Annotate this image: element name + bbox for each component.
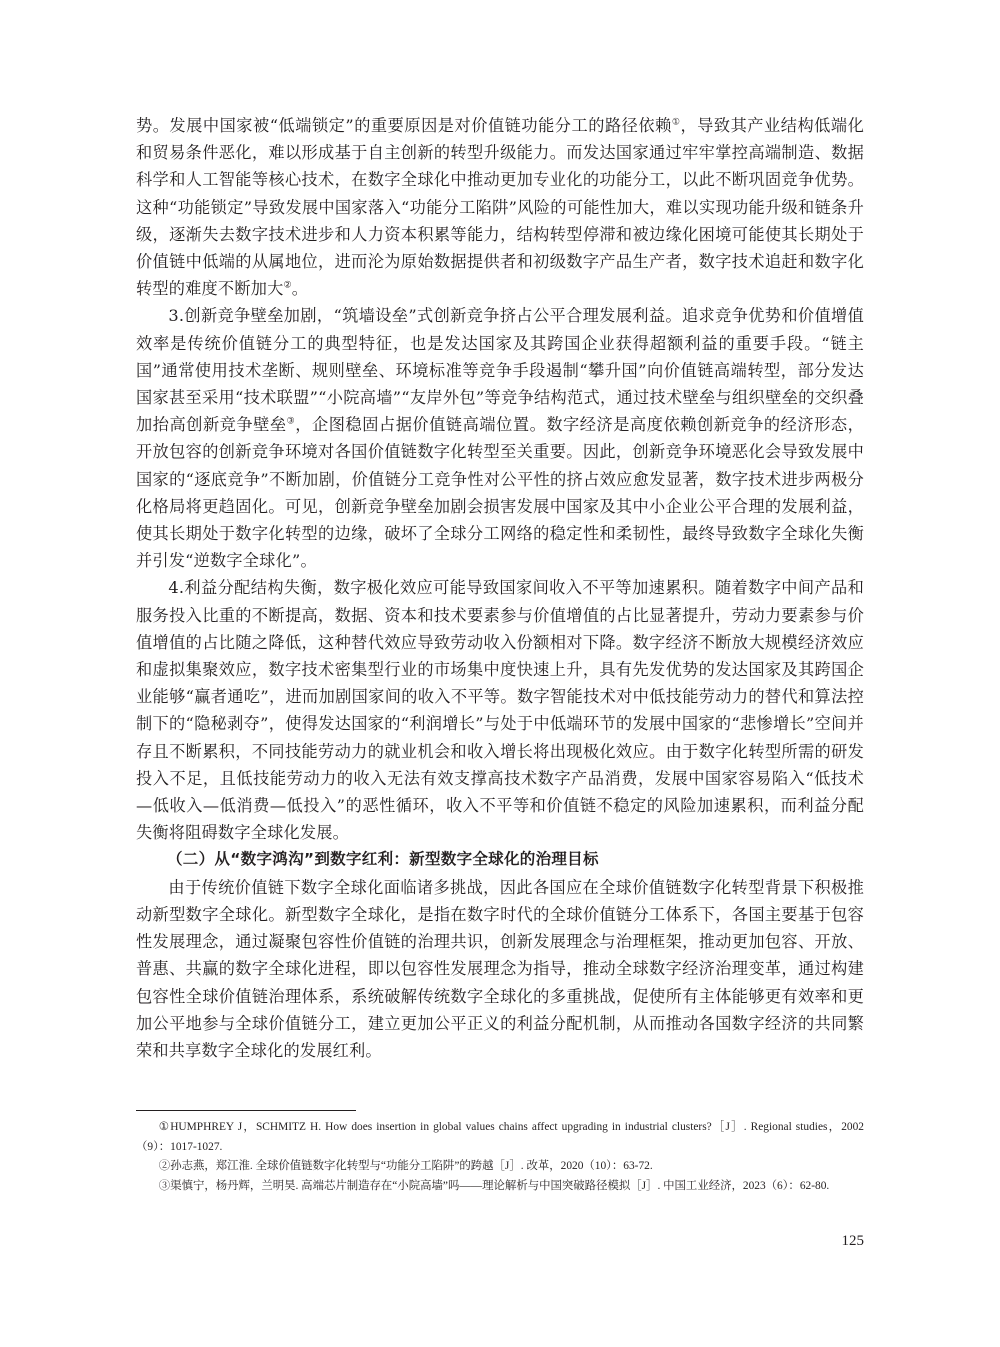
paragraph-2: 3.创新竞争壁垒加剧，“筑墙设垒”式创新竞争挤占公平合理发展利益。追求竞争优势和价值增值效率是传统价值链分工的典型特征，也是发达国家及其跨国企业获得超额利益的重要手段。“链主国”通常使用技术垄断、规则壁垒、环境标准等竞争手段遏制“攀升国”向价值链高端转型，部分发达国家甚至采用“技术联盟”“小院高墙”“友岸外包”等竞争结构范式，通过技术壁垒与组织壁垒的交织叠加抬高创新竞争壁垒③，企图稳固占据价值链高端位置。数字经济是高度依赖创新竞争的经济形态，开放包容的创新竞争环境对各国价值链数字化转型至关重要。因此，创新竞争环境恶化会导致发展中国家的“逐底竞争”不断加剧，价值链分工竞争性对公平性的挤占效应愈发显著，数字技术进步两极分化格局将更趋固化。可见，创新竞争壁垒加剧会损害发展中国家及其中小企业公平合理的发展利益，使其长期处于数字化转型的边缘，破坏了全球分工网络的稳定性和柔韧性，最终导致数字全球化失衡并引发“逆数字全球化”。 bbox=[136, 306, 864, 571]
paragraph-4: 由于传统价值链下数字全球化面临诸多挑战，因此各国应在全球价值链数字化转型背景下积极推动新型数字全球化。新型数字全球化，是指在数字时代的全球价值链分工体系下，各国主要基于包容性发展理念，通过凝聚包容性价值链的治理共识，创新发展理念与治理框架，推动更加包容、开放、普惠、共赢的数字全球化进程，即以包容性发展理念为指导，推动全球数字经济治理变革，通过构建包容性全球价值链治理体系，系统破解传统数字全球化的多重挑战，促使所有主体能够更有效率和更加公平地参与全球价值链分工，建立更加公平正义的利益分配机制，从而推动各国数字经济的共同繁荣和共享数字全球化的发展红利。 bbox=[136, 877, 864, 1060]
footnote-divider bbox=[136, 1110, 356, 1111]
footnote-ref-1: ① bbox=[671, 117, 681, 128]
footnote-3: ③渠慎宁，杨丹辉，兰明昊. 高端芯片制造存在“小院高墙”吗——理论解析与中国突破路径模拟［J］. 中国工业经济，2023（6）：62-80. bbox=[158, 1179, 830, 1192]
footnote-2: ②孙志燕，郑江淮. 全球价值链数字化转型与“功能分工陷阱”的跨越［J］. 改革，2020（10）：63-72. bbox=[158, 1160, 653, 1172]
footnote-ref-2: ② bbox=[283, 280, 292, 291]
footnote-1: ①HUMPHREY J，SCHMITZ H. How does insertion in global values chains affect upgrading in industrial clusters?［J］. Regional studies，2002（9）：1017-1027. bbox=[136, 1121, 864, 1153]
paragraph-1: 势。发展中国家被“低端锁定”的重要原因是对价值链功能分工的路径依赖①，导致其产业结构低端化和贸易条件恶化，难以形成基于自主创新的转型升级能力。而发达国家通过牢牢掌控高端制造、数据科学和人工智能等核心技术，在数字全球化中推动更加专业化的功能分工，以此不断巩固竞争优势。这种“功能锁定”导致发展中国家落入“功能分工陷阱”风险的可能性加大，难以实现功能升级和链条升级，逐渐失去数字技术进步和人力资本积累等能力，结构转型停滞和被边缘化困境可能使其长期处于价值链中低端的从属地位，进而沦为原始数据提供者和初级数字产品生产者，数字技术追赶和数字化转型的难度不断加大②。 bbox=[136, 116, 864, 299]
footnotes bbox=[136, 1118, 864, 1196]
section-heading: （二）从“数字鸿沟”到数字红利：新型数字全球化的治理目标 bbox=[167, 850, 599, 869]
paragraph-3: 4.利益分配结构失衡，数字极化效应可能导致国家间收入不平等加速累积。随着数字中间产品和服务投入比重的不断提高，数据、资本和技术要素参与价值增值的占比显著提升，劳动力要素参与价值增值的占比随之降低，这种替代效应导致劳动收入份额相对下降。数字经济不断放大规模经济效应和虚拟集聚效应，数字技术密集型行业的市场集中度快速上升，具有先发优势的发达国家及其跨国企业能够“赢者通吃”，进而加剧国家间的收入不平等。数字智能技术对中低技能劳动力的替代和算法控制下的“隐秘剥夺”，使得发达国家的“利润增长”与处于中低端环节的发展中国家的“悲惨增长”空间并存且不断累积，不同技能劳动力的就业机会和收入增长将出现极化效应。由于数字化转型所需的研发投入不足，且低技能劳动力的收入无法有效支撑高技术数字产品消费，发展中国家容易陷入“低技术—低收入—低消费—低投入”的恶性循环，收入不平等和价值链不稳定的风险加速累积，而利益分配失衡将阻碍数字全球化发展。 bbox=[136, 578, 864, 843]
page-number: 125 bbox=[841, 1233, 864, 1249]
footnote-ref-3: ③ bbox=[286, 416, 296, 427]
main-text bbox=[136, 112, 864, 1064]
